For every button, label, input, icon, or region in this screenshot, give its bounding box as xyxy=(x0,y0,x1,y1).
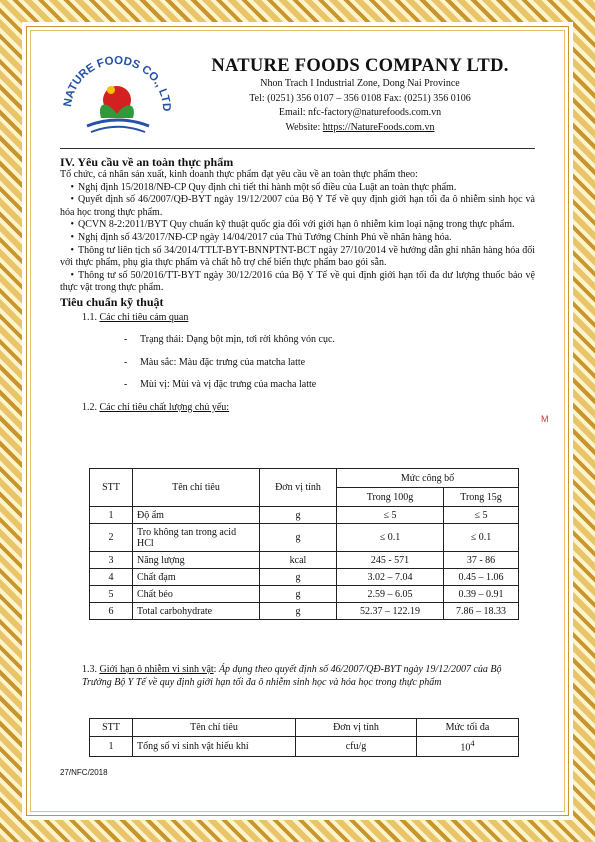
table-row: 6 Total carbohydrate g 52.37 – 122.19 7.86 – 18.33 xyxy=(90,603,519,620)
table-row: 5 Chất béo g 2.59 – 6.05 0.39 – 0.91 xyxy=(90,586,519,603)
th-unit: Đơn vị tính xyxy=(260,469,337,507)
company-website xyxy=(182,121,538,136)
table-row: 3 Năng lượng kcal 245 - 571 37 - 86 xyxy=(90,552,519,569)
section-iv xyxy=(60,155,535,415)
dash-icon: - xyxy=(124,334,128,346)
bullet-icon: • xyxy=(70,231,74,243)
quality-heading: 1.2. Các chỉ tiêu chất lượng chủ yếu: xyxy=(82,401,230,413)
website-link[interactable]: https://NatureFoods.com.vn xyxy=(322,121,435,133)
company-tel-fax: Tel: (0251) 356 0107 – 356 0108 Fax: (0251) 356 0106 xyxy=(249,92,471,104)
table-row: 4 Chất đạm g 3.02 – 7.04 0.45 – 1.06 xyxy=(90,569,519,586)
sensory-item: - Trạng thái: Dạng bột mịn, tơi rời không vón cục. xyxy=(124,334,335,346)
th-15g: Trong 15g xyxy=(444,488,519,507)
th-100g: Trong 100g xyxy=(337,488,444,507)
regulation-item: • QCVN 8-2:2011/BYT Quy chuẩn kỹ thuật quốc gia đối với giới hạn ô nhiễm kim loại nặng trong thực phẩm. xyxy=(60,219,535,232)
microbial-table xyxy=(89,718,519,757)
bullet-icon: • xyxy=(70,244,74,256)
regulation-item: • Thông tư liên tịch số 34/2014/TTLT-BYT-BNNPTNT-BCT ngày 27/10/2014 về hướng dẫn ghi nhãn hàng hóa đối với thực phẩm, phụ gia thực phẩm và chất hỗ trợ chế biến thực phẩm bao gói sẵn. xyxy=(60,244,535,269)
regulation-item: • Thông tư số 50/2016/TT-BYT ngày 30/12/2016 của Bộ Y Tế về qui định giới hạn tối đa dư lượng thuốc bảo vệ thực vật trong thực phẩm. xyxy=(60,269,535,294)
th-stt: STT xyxy=(90,719,133,737)
company-logo xyxy=(57,48,177,148)
company-email: Email: nfc-factory@naturefoods.com.vn xyxy=(278,107,442,118)
regulation-item: • Nghị định 15/2018/NĐ-CP Quy định chi tiết thi hành một số điều của Luật an toàn thực phẩm. xyxy=(60,182,535,195)
bullet-icon: • xyxy=(70,269,74,281)
company-address: Nhon Trach I Industrial Zone, Dong Nai Province xyxy=(260,78,460,89)
bullet-icon: • xyxy=(70,219,74,231)
logo-text: NATURE FOODS CO., LTD xyxy=(62,54,173,112)
header-divider xyxy=(60,148,535,149)
sensory-item: - Màu sắc: Màu đặc trưng của matcha latte xyxy=(124,356,306,368)
sensory-heading: 1.1. Các chỉ tiêu cảm quan xyxy=(82,311,189,323)
document-code: 27/NFC/2018 xyxy=(60,768,108,777)
th-stt: STT xyxy=(90,469,133,507)
dash-icon: - xyxy=(124,356,128,368)
regulation-item: • Nghị định số 43/2017/NĐ-CP ngày 14/04/2017 của Thủ Tướng Chính Phủ về nhãn hàng hóa. xyxy=(60,232,535,245)
website-label: Website: xyxy=(285,121,323,133)
th-name: Tên chỉ tiêu xyxy=(133,469,260,507)
technical-standards-title: Tiêu chuẩn kỹ thuật xyxy=(60,294,164,309)
company-name: NATURE FOODS COMPANY LTD. xyxy=(211,56,509,76)
section-iv-title: IV. Yêu cầu về an toàn thực phẩm xyxy=(60,155,234,169)
section-iv-intro: Tổ chức, cá nhân sản xuất, kinh doanh thực phẩm đạt yêu cầu về an toàn thực phẩm theo: xyxy=(60,169,418,180)
th-unit: Đơn vị tính xyxy=(296,719,417,737)
sensory-item: - Mùi vị: Mùi và vị đặc trưng của macha latte xyxy=(124,379,317,391)
th-name: Tên chỉ tiêu xyxy=(133,719,296,737)
quality-table xyxy=(89,468,519,620)
stamp-fragment: M xyxy=(541,414,549,424)
table-row: 1 Tổng số vi sinh vật hiếu khí cfu/g $10^4$ xyxy=(90,737,519,757)
th-max: Mức tối đa xyxy=(417,719,519,737)
table-row: 2 Tro không tan trong acid HCl g ≤ 0.1 ≤ 0.1 xyxy=(90,524,519,552)
company-header xyxy=(182,56,538,135)
th-level: Mức công bố xyxy=(337,469,519,488)
dash-icon: - xyxy=(124,379,128,391)
microbial-limit-section: 1.3. Giới hạn ô nhiễm vi sinh vật: Áp dụng theo quyết định số 46/2007/QĐ-BYT ngày 19/12/2007 của Bộ Trưởng Bộ Y Tế về quy định giới hạn tối đa ô nhiễm sinh học và hóa học trong thực phẩm xyxy=(82,664,502,688)
table-row: 1 Độ ẩm g ≤ 5 ≤ 5 xyxy=(90,507,519,524)
bullet-icon: • xyxy=(70,194,74,206)
regulation-item: • Quyết định số 46/2007/QĐ-BYT ngày 19/12/2007 của Bộ Y Tế về quy định giới hạn tối đa ô nhiễm sinh học và hóa học trong thực phẩm. xyxy=(60,194,535,218)
microbial-heading: Giới hạn ô nhiễm vi sinh vật xyxy=(99,664,214,675)
microbial-note: Áp dụng theo quyết định số 46/2007/QĐ-BYT ngày 19/12/2007 của Bộ Trưởng Bộ Y Tế về quy định giới hạn tối đa ô nhiễm sinh học và hóa học trong thực phẩm xyxy=(82,664,502,688)
bullet-icon: • xyxy=(70,181,74,193)
